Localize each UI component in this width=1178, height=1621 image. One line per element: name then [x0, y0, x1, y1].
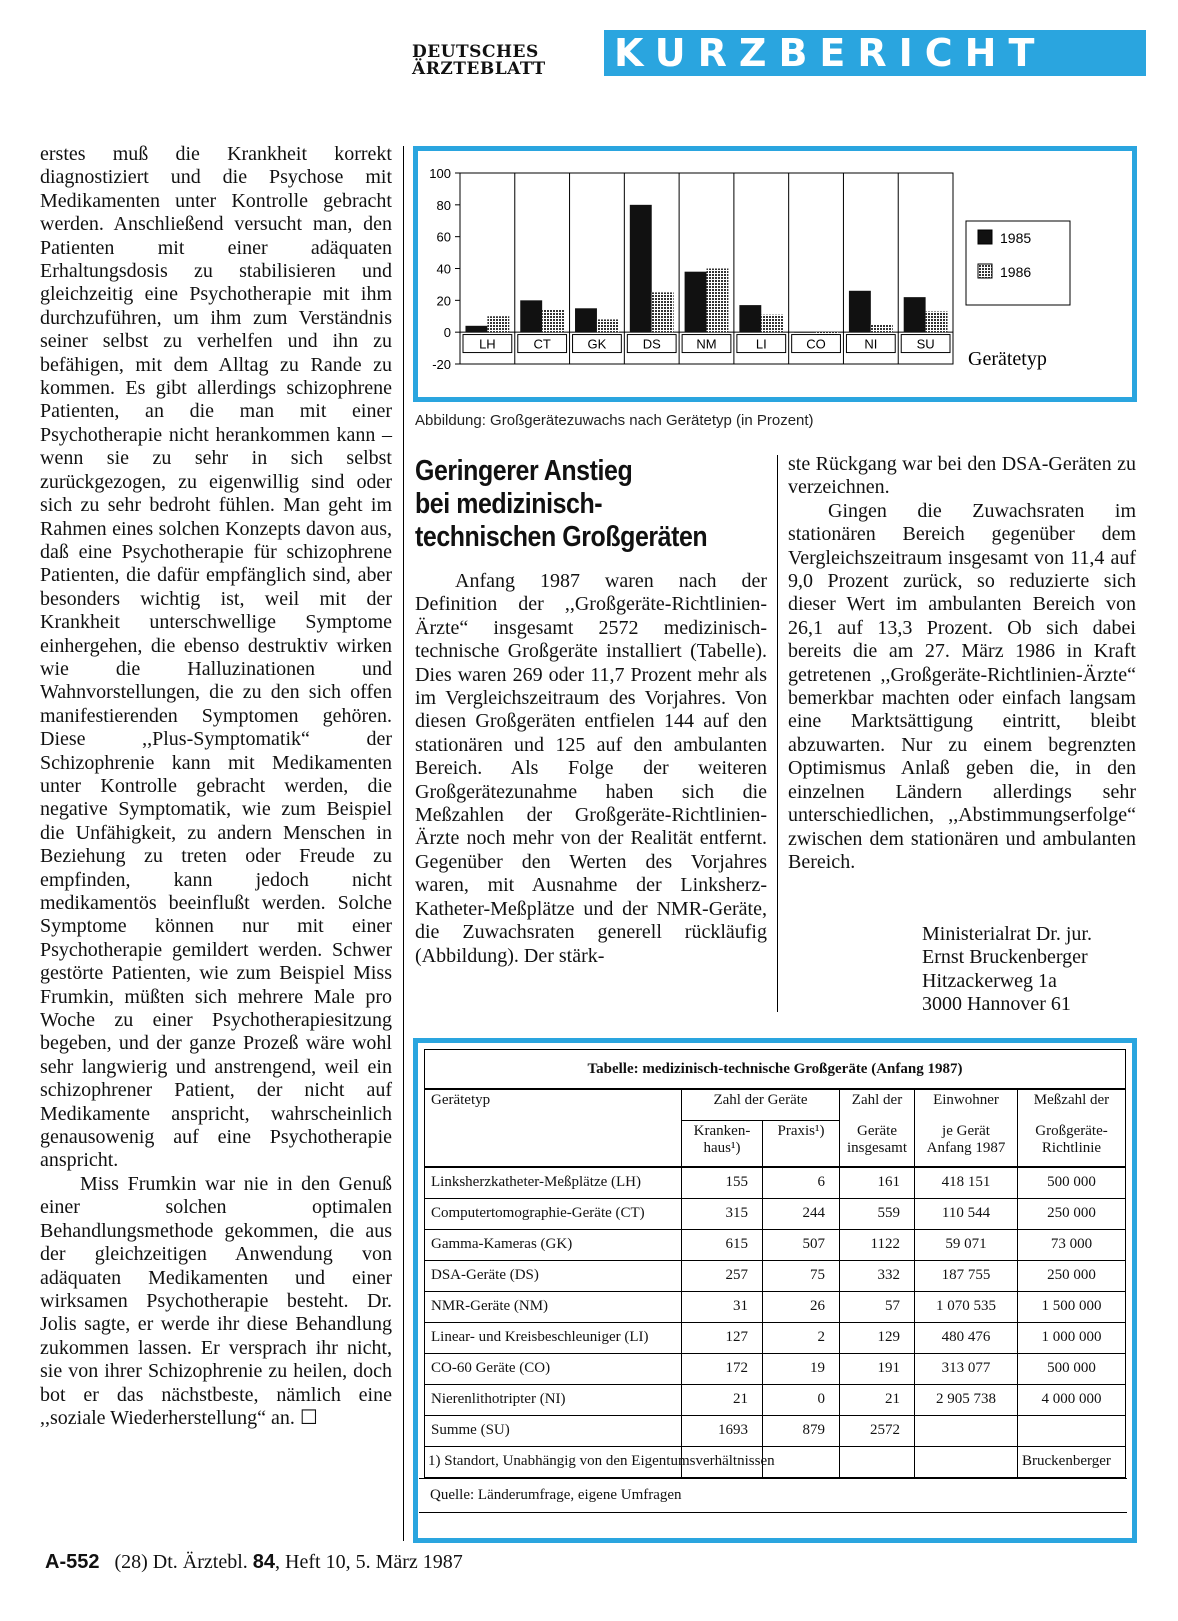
row-value: 559: [840, 1198, 915, 1229]
row-value: 4 000 000: [1018, 1384, 1126, 1415]
category-label: NM: [696, 336, 717, 352]
y-tick-label: 100: [429, 166, 451, 181]
row-value: 21: [840, 1384, 915, 1415]
article-right-column: [788, 453, 1136, 874]
table-row: [425, 1384, 1126, 1415]
footnote-divider: [419, 1478, 1127, 1479]
table-row: [425, 1167, 1126, 1199]
table-author: Bruckenberger: [1022, 1453, 1111, 1469]
header-zahl-der-geraete: Zahl der Geräte: [682, 1089, 840, 1121]
bar-1986-LI: [761, 315, 783, 333]
masthead-line2: ÄRZTEBLATT: [412, 59, 546, 79]
legend-label-1986: 1986: [1000, 264, 1032, 280]
geraete-table: [424, 1049, 1126, 1478]
empty-cell: [915, 1446, 1018, 1477]
table-title: Tabelle: medizinisch-technische Großgeräte (Anfang 1987): [425, 1050, 1126, 1090]
category-label: DS: [642, 336, 661, 352]
author-street: Hitzackerweg 1a: [922, 969, 1057, 992]
row-value: 129: [840, 1322, 915, 1353]
category-label: GK: [587, 336, 607, 352]
category-label: CO: [806, 336, 826, 352]
header-krankenhaus: Kranken-haus¹): [682, 1121, 763, 1167]
table-row: [425, 1291, 1126, 1322]
row-value: 191: [840, 1353, 915, 1384]
row-value: [915, 1415, 1018, 1446]
header-richtlinie: Großgeräte-Richtlinie: [1018, 1121, 1126, 1167]
article-column-divider: [777, 455, 778, 1012]
row-label: Linksherzkatheter-Meßplätze (LH): [425, 1167, 682, 1199]
header-geraetetyp: Gerätetyp: [425, 1089, 682, 1167]
table-source: Quelle: Länderumfrage, eigene Umfragen: [430, 1487, 682, 1503]
row-value: 57: [840, 1291, 915, 1322]
author-block: [922, 923, 1092, 1017]
bar-1986-LH: [487, 316, 509, 332]
row-value: 615: [682, 1229, 763, 1260]
row-value: 127: [682, 1322, 763, 1353]
y-tick-label: 0: [443, 325, 451, 341]
row-value: 250 000: [1018, 1260, 1126, 1291]
y-tick-label: 60: [436, 229, 451, 245]
row-value: 418 151: [915, 1167, 1018, 1199]
table-row: [425, 1415, 1126, 1446]
author-city: 3000 Hannover 61: [922, 993, 1071, 1016]
row-value: 500 000: [1018, 1353, 1126, 1384]
row-value: 250 000: [1018, 1198, 1126, 1229]
row-value: 480 476: [915, 1322, 1018, 1353]
masthead-logo: [412, 44, 584, 78]
y-tick-label: 20: [436, 293, 451, 309]
journal-ref: (28) Dt. Ärztebl.: [114, 1551, 248, 1573]
row-value: 31: [682, 1291, 763, 1322]
left-column-text: [40, 143, 392, 1430]
header-zahl-der: Zahl der: [840, 1089, 915, 1121]
row-value: 315: [682, 1198, 763, 1229]
table-row: [425, 1322, 1126, 1353]
header-einwohner: Einwohner: [915, 1089, 1018, 1121]
bar-1985-NI: [849, 291, 871, 332]
article-middle-column: [415, 570, 767, 968]
headline-line-3: technischen Großgeräten: [415, 521, 708, 553]
row-value: 2 905 738: [915, 1384, 1018, 1415]
y-tick-label: 40: [436, 261, 451, 277]
row-value: 1 500 000: [1018, 1291, 1126, 1322]
middle-paragraph: Anfang 1987 waren nach der Definition der ,,Großgeräte-Richtlinien-Ärzte“ insgesamt 2572 medizinisch-technische Großgeräte installiert (Tabelle). Dies waren 269 oder 11,7 Prozent mehr als im Vergleichszeitraum des Vorjahres. Von diesen Großgeräten entfielen 144 auf den stationären und 125 auf den ambulanten Bereich. Als Folge der weiteren Großgerätezunahme haben sich die Meßzahlen der Großgeräte-Richtlinien-Ärzte noch mehr von der Realität entfernt. Gegenüber den Werten des Vorjahres waren, mit Ausnahme der Linksherz-Katheter-Meßplätze und der NMR-Geräte, die Zuwachsraten generell rückläufig (Abbildung). Der stärk-: [415, 570, 767, 967]
category-label: CT: [533, 336, 551, 352]
row-value: 155: [682, 1167, 763, 1199]
row-label: DSA-Geräte (DS): [425, 1260, 682, 1291]
bar-1986-CT: [542, 310, 564, 332]
bar-1985-SU: [904, 297, 926, 332]
row-value: 257: [682, 1260, 763, 1291]
right-paragraph-2: Gingen die Zuwachsraten im stationären Bereich gegenüber dem Vergleichszeitraum insgesamt von 11,4 auf 9,0 Prozent zurück, so reduzierte sich dieser Wert im ambulanten Bereich von 26,1 auf 13,3 Prozent. Ob sich dabei bereits die am 27. März 1986 in Kraft getretenen ,,Großgeräte-Richtlinien-Ärzte“ bemerkbar machten oder einfach langsam eine Marktsättigung eintritt, bleibt abzuwarten. Nur zu einem begrenzten Optimismus Anlaß geben die, in den einzelnen Ländern allerdings sehr unterschiedlichen, ,,Abstimmungserfolge“ zwischen dem stationären und ambulanten Bereich.: [788, 499, 1136, 873]
legend-label-1985: 1985: [1000, 230, 1032, 246]
header-praxis: Praxis¹): [763, 1121, 840, 1167]
row-value: 879: [763, 1415, 840, 1446]
row-label: Nierenlithotripter (NI): [425, 1384, 682, 1415]
y-tick-label: 80: [436, 197, 451, 213]
x-axis-label: Gerätetyp: [968, 348, 1047, 370]
row-value: 500 000: [1018, 1167, 1126, 1199]
row-value: 73 000: [1018, 1229, 1126, 1260]
row-value: 244: [763, 1198, 840, 1229]
left-paragraph-2: Miss Frumkin war nie in den Genuß einer solchen optimalen Behandlungsmethode gekommen, die aus der gleichzeitigen Anwendung von adäquaten Medikamenten und einer wirksamen Psychotherapie besteht. Dr. Jolis sagte, er werde ihr diese Behandlung zukommen lassen. Er versprach ihr nicht, sie von ihrer Schizophrenie zu heilen, doch bot er das nächstbeste, nämlich eine ,,soziale Wiederherstellung“ an. ☐: [40, 1172, 392, 1429]
bar-1986-NI: [871, 324, 893, 332]
row-value: 172: [682, 1353, 763, 1384]
row-label: Linear- und Kreisbeschleuniger (LI): [425, 1322, 682, 1353]
row-label: CO-60 Geräte (CO): [425, 1353, 682, 1384]
row-value: 19: [763, 1353, 840, 1384]
bar-chart: [418, 151, 1132, 397]
row-value: 1 000 000: [1018, 1322, 1126, 1353]
headline-line-2: bei medizinisch-: [415, 488, 603, 520]
row-value: 2: [763, 1322, 840, 1353]
row-value: 507: [763, 1229, 840, 1260]
row-value: 0: [763, 1384, 840, 1415]
article-headline: [415, 455, 707, 554]
row-value: 110 544: [915, 1198, 1018, 1229]
row-value: 21: [682, 1384, 763, 1415]
row-value: 332: [840, 1260, 915, 1291]
bar-1985-DS: [630, 205, 652, 332]
header-geraete-insgesamt: Geräte insgesamt: [840, 1121, 915, 1167]
table-row: [425, 1260, 1126, 1291]
bar-1986-SU: [926, 311, 948, 332]
header-je-geraet: je Gerät Anfang 1987: [915, 1121, 1018, 1167]
section-banner: KURZBERICHT: [604, 30, 1146, 76]
row-value: 187 755: [915, 1260, 1018, 1291]
chart-frame: [413, 146, 1137, 402]
journal-volume: 84: [252, 1551, 276, 1573]
table-row: [425, 1229, 1126, 1260]
row-label: NMR-Geräte (NM): [425, 1291, 682, 1322]
right-paragraph-1: ste Rückgang war bei den DSA-Geräten zu verzeichnen.: [788, 453, 1136, 499]
bar-1985-LH: [465, 326, 487, 332]
row-value: 1122: [840, 1229, 915, 1260]
bar-1986-NM: [707, 269, 729, 333]
row-value: 2572: [840, 1415, 915, 1446]
legend-swatch-1985: [978, 230, 992, 244]
row-value: 59 071: [915, 1229, 1018, 1260]
row-value: 313 077: [915, 1353, 1018, 1384]
row-label: Gamma-Kameras (GK): [425, 1229, 682, 1260]
bar-1986-DS: [652, 292, 674, 332]
bar-1985-LI: [739, 305, 761, 332]
empty-cell: [840, 1446, 915, 1477]
table-row: [425, 1353, 1126, 1384]
row-value: 6: [763, 1167, 840, 1199]
row-value: 1693: [682, 1415, 763, 1446]
y-tick-label: -20: [432, 357, 451, 372]
author-name: Ernst Bruckenberger: [922, 946, 1088, 969]
column-divider: [403, 146, 404, 1541]
category-label: NI: [864, 336, 878, 352]
table-footnote: 1) Standort, Unabhängig von den Eigentumsverhältnissen: [428, 1453, 775, 1469]
page-number: A-552: [45, 1551, 100, 1573]
row-value: 161: [840, 1167, 915, 1199]
journal-issue: , Heft 10, 5. März 1987: [275, 1551, 463, 1573]
source-divider: [419, 1512, 1127, 1513]
bar-1985-NM: [685, 272, 707, 332]
row-value: [1018, 1415, 1126, 1446]
category-label: LI: [755, 336, 767, 352]
row-value: 26: [763, 1291, 840, 1322]
headline-line-1: Geringerer Anstieg: [415, 455, 633, 487]
category-label: LH: [479, 336, 496, 352]
row-value: 1 070 535: [915, 1291, 1018, 1322]
table-body: [425, 1167, 1126, 1447]
author-title: Ministerialrat Dr. jur.: [922, 923, 1092, 945]
row-label: Summe (SU): [425, 1415, 682, 1446]
masthead-line1: DEUTSCHES: [412, 42, 539, 62]
table-row: [425, 1198, 1126, 1229]
row-label: Computertomographie-Geräte (CT): [425, 1198, 682, 1229]
bar-1985-CT: [520, 300, 542, 332]
chart-caption: Abbildung: Großgerätezuwachs nach Gerätetyp (in Prozent): [415, 412, 814, 429]
row-value: 75: [763, 1260, 840, 1291]
left-paragraph-1: erstes muß die Krankheit korrekt diagnostiziert und die Psychose mit Medikamenten unter Kontrolle gebracht werden. Anschließend versucht man, den Patienten mit einer adäquaten Erhaltungsdosis zu stabilisieren und gleichzeitig eine Psychotherapie mit ihm durchzuführen, um ihm zum Verständnis seiner selbst zu verhelfen und ihn zu befähigen, mit dem Alltag zu Rande zu kommen. Es gibt allerdings schizophrene Patienten, an die man mit einer Psychotherapie nicht herankommen kann – wenn sie zu sehr in sich selbst zurückgezogen, zu eigenwillig sind oder sich zu sehr bedroht fühlen. Man geht im Rahmen eines solchen Konzepts davon aus, daß eine Psychotherapie für schizophrene Patienten, die dafür empfänglich sind, aber besonders wichtig ist, weil mit der Krankheit unterschwellige Symptome einhergehen, die ebenso destruktiv wirken wie die Halluzinationen und Wahnvorstellungen, die zu den sich offen manifestierenden Symptomen gehören. Diese ,,Plus-Symptomatik“ der Schizophrenie kann mit Medikamenten unter Kontrolle gebracht werden, die negative Symptomatik, wie zum Beispiel die Unfähigkeit, zu andern Menschen in Beziehung zu treten oder Freude zu empfinden, kann jedoch nicht medikamentös beeinflußt werden. Solche Symptome können nur mit einer Psychotherapie gemildert werden. Schwer gestörte Patienten, wie zum Beispiel Miss Frumkin, müßten sich mehrere Male pro Woche zu einer Psychotherapiesitzung begeben, und der ganze Prozeß wäre wohl sehr langwierig und anstrengend, weil ein schizophrener Patient, der nicht auf Medikamente anspricht, wahrscheinlich genausowenig auf eine Psychotherapie anspricht.: [40, 143, 392, 1172]
bar-1985-GK: [575, 308, 597, 332]
bar-1985-CO: [794, 332, 816, 333]
bar-1986-GK: [597, 319, 619, 332]
category-label: SU: [916, 336, 935, 352]
page-footer: [45, 1551, 463, 1574]
header-messzahl: Meßzahl der: [1018, 1089, 1126, 1121]
legend-swatch-1986: [978, 264, 992, 278]
